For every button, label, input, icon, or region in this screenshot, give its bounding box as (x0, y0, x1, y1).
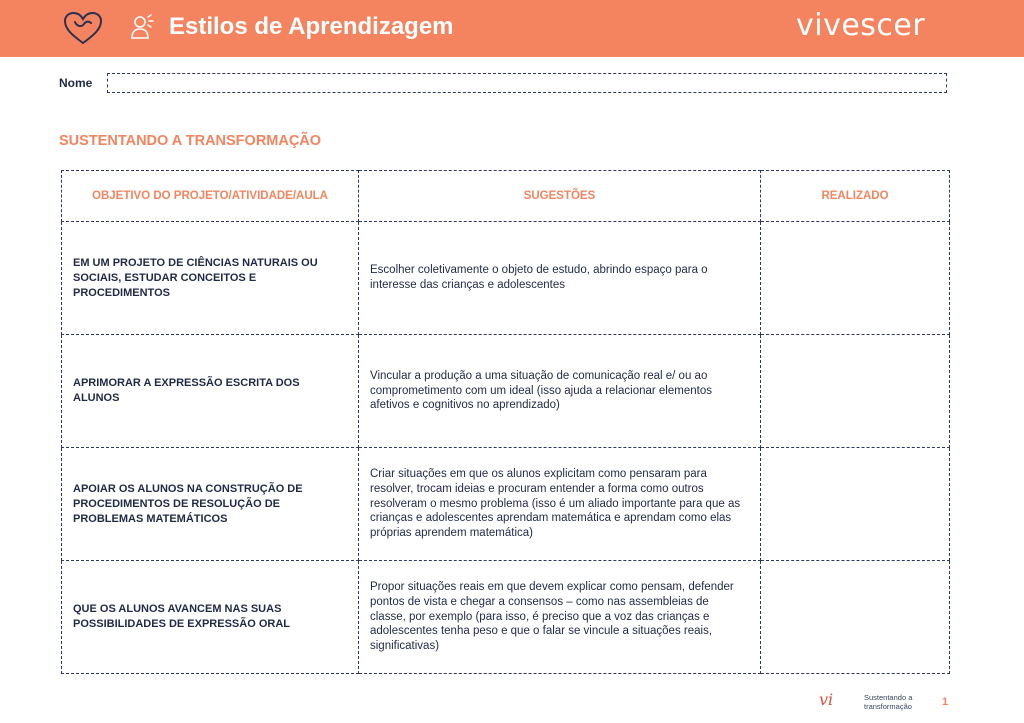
table-header-row (62, 171, 950, 222)
name-field[interactable] (107, 73, 947, 93)
table-row (62, 222, 950, 335)
heart-icon (62, 10, 104, 46)
objective-cell: EM UM PROJETO DE CIÊNCIAS NATURAIS OU SOCIAIS, ESTUDAR CONCEITOS E PROCEDIMENTOS (62, 222, 359, 335)
suggestion-cell: Vincular a produção a uma situação de comunicação real e/ ou ao comprometimento com um ideal (isso ajuda a relacionar elementos afetivos e cognitivos no aprendizado) (359, 335, 761, 448)
page-title: Estilos de Aprendizagem (169, 13, 454, 40)
objective-cell: APRIMORAR A EXPRESSÃO ESCRITA DOS ALUNOS (62, 335, 359, 448)
section-title: SUSTENTANDO A TRANSFORMAÇÃO (59, 133, 322, 149)
objective-cell: APOIAR OS ALUNOS NA CONSTRUÇÃO DE PROCEDIMENTOS DE RESOLUÇÃO DE PROBLEMAS MATEMÁTICOS (62, 448, 359, 561)
done-cell[interactable] (761, 335, 950, 448)
page-number: 1 (942, 696, 949, 708)
name-label: Nome (59, 76, 93, 90)
objective-cell: QUE OS ALUNOS AVANCEM NAS SUAS POSSIBILIDADES DE EXPRESSÃO ORAL (62, 561, 359, 674)
footer-text: Sustentando a transformação (864, 693, 913, 711)
done-cell[interactable] (761, 222, 950, 335)
column-header-objective: OBJETIVO DO PROJETO/ATIVIDADE/AULA (62, 171, 359, 222)
suggestion-cell: Criar situações em que os alunos explicitam como pensaram para resolver, trocam ideias e procuram entender a forma como outros resolveram o mesmo problema (isso é um aliado importante para que as crianças e adolescentes aprendam matemática e aprendam como elas próprias aprendem matemática) (359, 448, 761, 561)
person-thinking-icon (131, 13, 157, 41)
done-cell[interactable] (761, 448, 950, 561)
table-row (62, 335, 950, 448)
suggestion-cell: Escolher coletivamente o objeto de estudo, abrindo espaço para o interesse das crianças e adolescentes (359, 222, 761, 335)
brand-logo: vivescer (796, 8, 926, 43)
activities-table (61, 170, 950, 674)
column-header-suggestions: SUGESTÕES (359, 171, 761, 222)
table-row (62, 448, 950, 561)
done-cell[interactable] (761, 561, 950, 674)
footer-logo-icon (819, 690, 839, 708)
suggestion-cell: Propor situações reais em que devem explicar como pensam, defender pontos de vista e chegar a consensos – como nas assembleias de classe, por exemplo (para isso, é preciso que a voz das crianças e adolescentes tenha peso e que o falar se vincule a situações reais, significativas) (359, 561, 761, 674)
table-row (62, 561, 950, 674)
footer-logo-text: vi (819, 690, 834, 708)
column-header-done: REALIZADO (761, 171, 950, 222)
header-bar (0, 0, 1024, 57)
